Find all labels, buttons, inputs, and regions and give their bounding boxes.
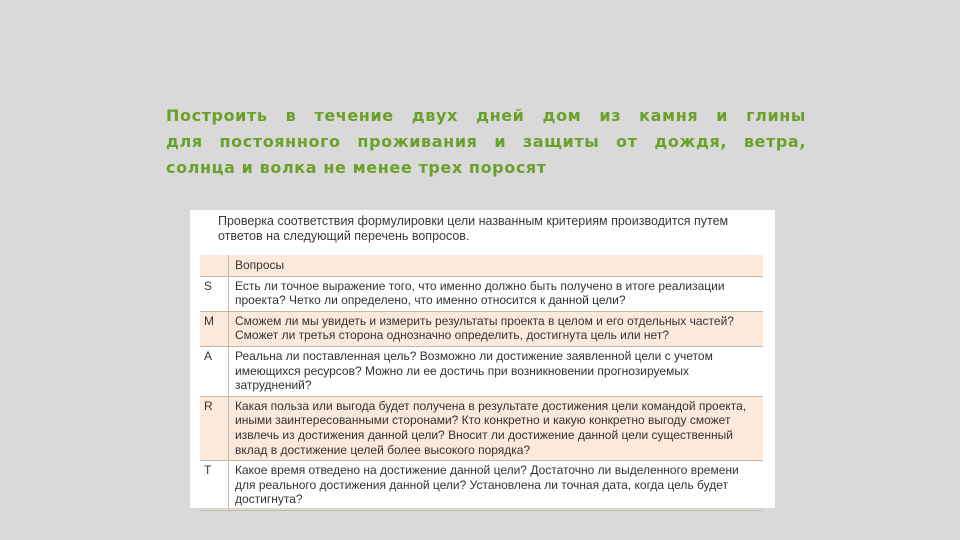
slide-headline <box>166 103 806 181</box>
criterion-code: T <box>200 461 229 511</box>
table-row <box>200 276 763 311</box>
criterion-code: S <box>200 276 229 311</box>
criterion-question: Сможем ли мы увидеть и измерить результаты проекта в целом и его отдельных частей? Сможет ли третья сторона однозначно определить, достигнута цель или нет? <box>229 311 764 346</box>
table-row <box>200 396 763 460</box>
criterion-code: A <box>200 346 229 396</box>
criterion-question: Какое время отведено на достижение данной цели? Достаточно ли выделенного времени для реального достижения данной цели? Установлена ли точная дата, когда цель будет достигнута? <box>229 461 764 511</box>
smart-questions-table <box>200 255 763 511</box>
header-code-cell <box>200 255 229 276</box>
criterion-question: Есть ли точное выражение того, что именно должно быть получено в итоге реализации проекта? Четко ли определено, что именно относится к данной цели? <box>229 276 764 311</box>
smart-criteria-document <box>190 210 775 508</box>
table-row <box>200 346 763 396</box>
criterion-question: Какая польза или выгода будет получена в результате достижения цели командой проекта, иными заинтересованными сторонами? Кто конкретно и какую конкретно выгоду сможет извлечь из достижения данной цели? Вносит ли достижение данной цели существенный вклад в достижение целей более высокого порядка? <box>229 396 764 460</box>
headline-line-1: Построить в течение двух дней дом из камня и глины <box>166 106 806 125</box>
headline-line-2: для постоянного проживания и защиты от дождя, ветра, <box>166 132 806 151</box>
header-label-cell: Вопросы <box>229 255 764 276</box>
document-intro: Проверка соответствия формулировки цели названным критериям производится путем ответов на следующий перечень вопросов. <box>218 214 729 243</box>
criterion-question: Реальна ли поставленная цель? Возможно ли достижение заявленной цели с учетом имеющихся ресурсов? Можно ли ее достичь при возникновении прогнозируемых затруднений? <box>229 346 764 396</box>
table-row <box>200 311 763 346</box>
table-row <box>200 461 763 511</box>
table-header-row <box>200 255 763 276</box>
criterion-code: R <box>200 396 229 460</box>
criterion-code: M <box>200 311 229 346</box>
headline-line-3: солнца и волка не менее трех поросят <box>166 158 547 177</box>
